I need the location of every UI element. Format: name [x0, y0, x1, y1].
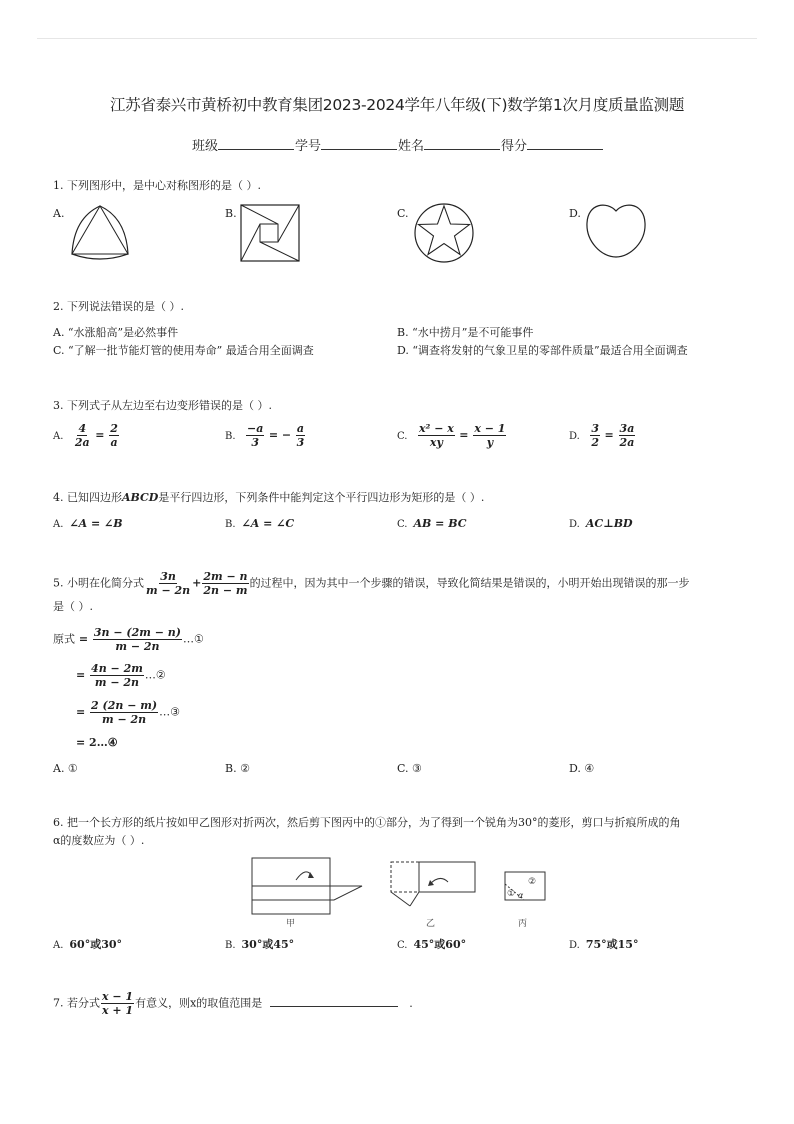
- q5-step-1: 原式 = $\frac{3n - (2m - n)}{m - 2n}$ …①: [53, 626, 204, 653]
- class-label: 班级: [192, 139, 219, 154]
- q5-stem-prefix: 5. 小明在化简分式: [53, 576, 144, 590]
- q3-d-lhs-fraction: [590, 422, 600, 449]
- denominator: 3: [251, 436, 260, 449]
- q5-fraction-2: [202, 570, 248, 597]
- q3-c-rhs-fraction: [473, 422, 506, 449]
- denominator: a: [110, 436, 118, 449]
- q7-stem-prefix: 7. 若分式: [53, 996, 100, 1010]
- denominator: 2a: [74, 436, 90, 449]
- numerator: 3n: [160, 570, 176, 583]
- numerator: 2m − n: [203, 570, 248, 583]
- q6-option-a-letter: A.: [53, 940, 64, 951]
- numerator: x − 1: [474, 422, 506, 435]
- q7-stem-suffix: 有意义，则x的取值范围是: [135, 996, 263, 1010]
- q1-figure-b-pinwheel-square: [238, 202, 302, 262]
- class-field[interactable]: [218, 137, 294, 150]
- q3-d-rhs-fraction: [619, 422, 636, 449]
- q1-stem: 1. 下列图形中，是中心对称图形的是（ ）.: [53, 179, 261, 192]
- q1-option-c-letter: C.: [397, 207, 409, 220]
- q4-option-a-text: ∠A = ∠B: [69, 517, 123, 530]
- q4-stem-prefix: 4. 已知四边形: [53, 491, 122, 504]
- numerator: 4: [78, 422, 87, 435]
- q6-option-d: [569, 938, 638, 953]
- score-field[interactable]: [527, 137, 603, 150]
- q5-option-c: C. ③: [397, 762, 422, 775]
- q4-stem-suffix: 是平行四边形，下列条件中能判定这个平行四边形为矩形的是（ ）.: [158, 491, 485, 504]
- q3-b-lhs-fraction: [246, 422, 264, 449]
- q7-stem: [53, 990, 413, 1017]
- q4-option-c: [397, 517, 466, 532]
- q3-a-lhs-fraction: [74, 422, 91, 449]
- q4-option-d-text: AC⊥BD: [585, 517, 633, 530]
- q1-figure-d-heart-shape: [583, 199, 649, 261]
- q6-figure-jia: [252, 858, 362, 914]
- q3-option-a-letter: A.: [53, 430, 64, 442]
- q4-option-a: [53, 517, 123, 532]
- q5-option-a: A. ①: [53, 762, 78, 775]
- q3-option-c: C. $\frac{\text{x² − x}}{xy}$ = $\frac{x - 1}{y}$: [397, 422, 506, 449]
- denominator: m − 2n: [146, 584, 191, 597]
- q5-original-label: 原式: [53, 632, 75, 646]
- q3-c-lhs-fraction: [418, 422, 455, 449]
- q4-option-c-text: AB = BC: [413, 517, 467, 530]
- q6-folding-figures: [244, 854, 554, 934]
- q1-figure-c-star-in-circle: [412, 201, 476, 265]
- q6-mark-1: ①: [507, 889, 516, 899]
- q5-step-3: = $\frac{2 (2n - m)}{m - 2n}$ …③: [76, 699, 180, 726]
- q2-option-a: A. “水涨船高”是必然事件: [53, 326, 179, 339]
- q5-step-3-tag: …③: [159, 705, 180, 719]
- q4-option-a-letter: A.: [53, 519, 64, 530]
- id-label: 学号: [295, 139, 322, 154]
- q5-step-3-fraction: [90, 699, 158, 726]
- q3-option-c-letter: C.: [397, 430, 408, 442]
- q1-option-d-letter: D.: [569, 207, 581, 220]
- q6-label-yi: 乙: [426, 919, 436, 929]
- name-label: 姓名: [398, 139, 425, 154]
- q6-label-bing: 丙: [518, 919, 528, 929]
- q5-step-2: = $\frac{4n - 2m}{m - 2n}$ …②: [76, 662, 166, 689]
- q6-option-d-text: 75°或15°: [585, 938, 639, 951]
- q2-stem: 2. 下列说法错误的是（ ）.: [53, 300, 184, 313]
- q5-stem-line2: 是（ ）.: [53, 600, 93, 613]
- q2-option-b: B. “水中捞月”是不可能事件: [397, 326, 534, 339]
- q6-stem-line1: 6. 把一个长方形的纸片按如甲乙图形对折两次，然后剪下图丙中的①部分，为了得到一个锐角为30°的菱形，剪口与折痕所成的角: [53, 816, 681, 829]
- denominator: xy: [429, 436, 443, 449]
- q1-option-a-letter: A.: [53, 207, 65, 220]
- numerator: 2: [110, 422, 118, 435]
- q6-option-d-letter: D.: [569, 940, 580, 951]
- q3-a-rhs-fraction: [109, 422, 119, 449]
- q4-option-d-letter: D.: [569, 519, 580, 530]
- header-rule: [37, 38, 757, 39]
- q6-mark-2: ②: [528, 877, 537, 887]
- q3-option-d-letter: D.: [569, 430, 580, 442]
- q6-stem-line2: α的度数应为（ ）.: [53, 834, 145, 847]
- q4-option-b: [225, 517, 294, 532]
- denominator: y: [486, 436, 494, 449]
- q5-step-1-fraction: [93, 626, 182, 653]
- id-field[interactable]: [321, 137, 397, 150]
- q1-option-b-letter: B.: [225, 207, 237, 220]
- denominator: m − 2n: [101, 713, 147, 726]
- denominator: m − 2n: [115, 640, 160, 653]
- numerator: 2 (2n − m): [91, 699, 158, 712]
- q3-option-b: B. $\frac{-a}{3}$ = − $\frac{a}{3}$: [225, 422, 305, 449]
- q6-option-b-text: 30°或45°: [241, 938, 295, 951]
- q4-option-c-letter: C.: [397, 519, 408, 530]
- q6-option-b-letter: B.: [225, 940, 236, 951]
- q2-option-c: C. “了解一批节能灯管的使用寿命” 最适合用全面调查: [53, 344, 314, 357]
- q5-option-d: D. ④: [569, 762, 595, 775]
- q7-end-period: .: [409, 996, 413, 1010]
- q6-figure-yi: [391, 862, 475, 906]
- q5-stem-suffix: 的过程中，因为其中一个步骤的错误，导致化简结果是错误的，小明开始出现错误的那一步: [249, 576, 690, 590]
- q1-figure-a-reuleaux-triangle: [64, 200, 136, 262]
- q5-fraction-1: [145, 570, 191, 597]
- q6-option-c-text: 45°或60°: [413, 938, 467, 951]
- q6-option-a-text: 60°或30°: [69, 938, 123, 951]
- q5-option-b: B. ②: [225, 762, 250, 775]
- q5-step-1-tag: …①: [183, 632, 204, 646]
- q6-option-c-letter: C.: [397, 940, 408, 951]
- denominator: 2: [591, 436, 599, 449]
- numerator: −a: [247, 422, 264, 435]
- numerator: a: [296, 422, 305, 435]
- student-info-line: [192, 135, 604, 154]
- q6-label-jia: 甲: [286, 919, 296, 929]
- q6-option-a: [53, 938, 122, 953]
- denominator: m − 2n: [94, 676, 140, 689]
- numerator: 3a: [619, 422, 635, 435]
- numerator: x − 1: [102, 990, 134, 1003]
- numerator: x² − x: [418, 422, 454, 435]
- q3-option-b-letter: B.: [225, 430, 236, 442]
- q4-option-d: [569, 517, 633, 532]
- q6-option-c: [397, 938, 466, 953]
- numerator: 3: [591, 422, 599, 435]
- numerator: 3n − (2m − n): [93, 626, 181, 639]
- q5-step-4: = 2…④: [76, 736, 118, 749]
- q5-step-2-fraction: [90, 662, 144, 689]
- q7-answer-blank[interactable]: [270, 994, 398, 1007]
- q4-option-b-text: ∠A = ∠C: [241, 517, 295, 530]
- denominator: x + 1: [102, 1004, 134, 1017]
- name-field[interactable]: [424, 137, 500, 150]
- denominator: 2n − m: [203, 584, 248, 597]
- denominator: 3: [296, 436, 305, 449]
- q4-option-b-letter: B.: [225, 519, 236, 530]
- q3-b-rhs-fraction: [296, 422, 306, 449]
- score-label: 得分: [501, 139, 528, 154]
- q6-option-b: [225, 938, 294, 953]
- q2-option-d: D. “调查将发射的气象卫星的零部件质量”最适合用全面调查: [397, 344, 688, 357]
- q3-option-a: A. $\frac{4}{2a}$ = $\frac{2}{a}$: [53, 422, 118, 449]
- numerator: 4n − 2m: [91, 662, 143, 675]
- page-title: 江苏省泰兴市黄桥初中教育集团2023-2024学年八年级(下)数学第1次月度质量监测题: [109, 96, 685, 114]
- q7-fraction: [101, 990, 134, 1017]
- q6-alpha-mark: α: [518, 891, 524, 900]
- q3-option-d: D. $\frac{3}{2}$ = $\frac{3a}{2a}$: [569, 422, 635, 449]
- q5-stem: 5. 小明在化简分式 $\frac{3n}{m - 2n}$ + $\frac{2m - n}{2n - m}$ 的过程中，因为其中一个步骤的错误，导致化简结果是错误的，小明开始出现错误的那一步: [53, 570, 690, 597]
- q3-stem: 3. 下列式子从左边至右边变形错误的是（ ）.: [53, 399, 272, 412]
- q4-stem-variable: ABCD: [122, 491, 159, 504]
- denominator: 2a: [619, 436, 635, 449]
- q4-stem: [53, 490, 484, 506]
- q5-step-2-tag: …②: [144, 668, 166, 682]
